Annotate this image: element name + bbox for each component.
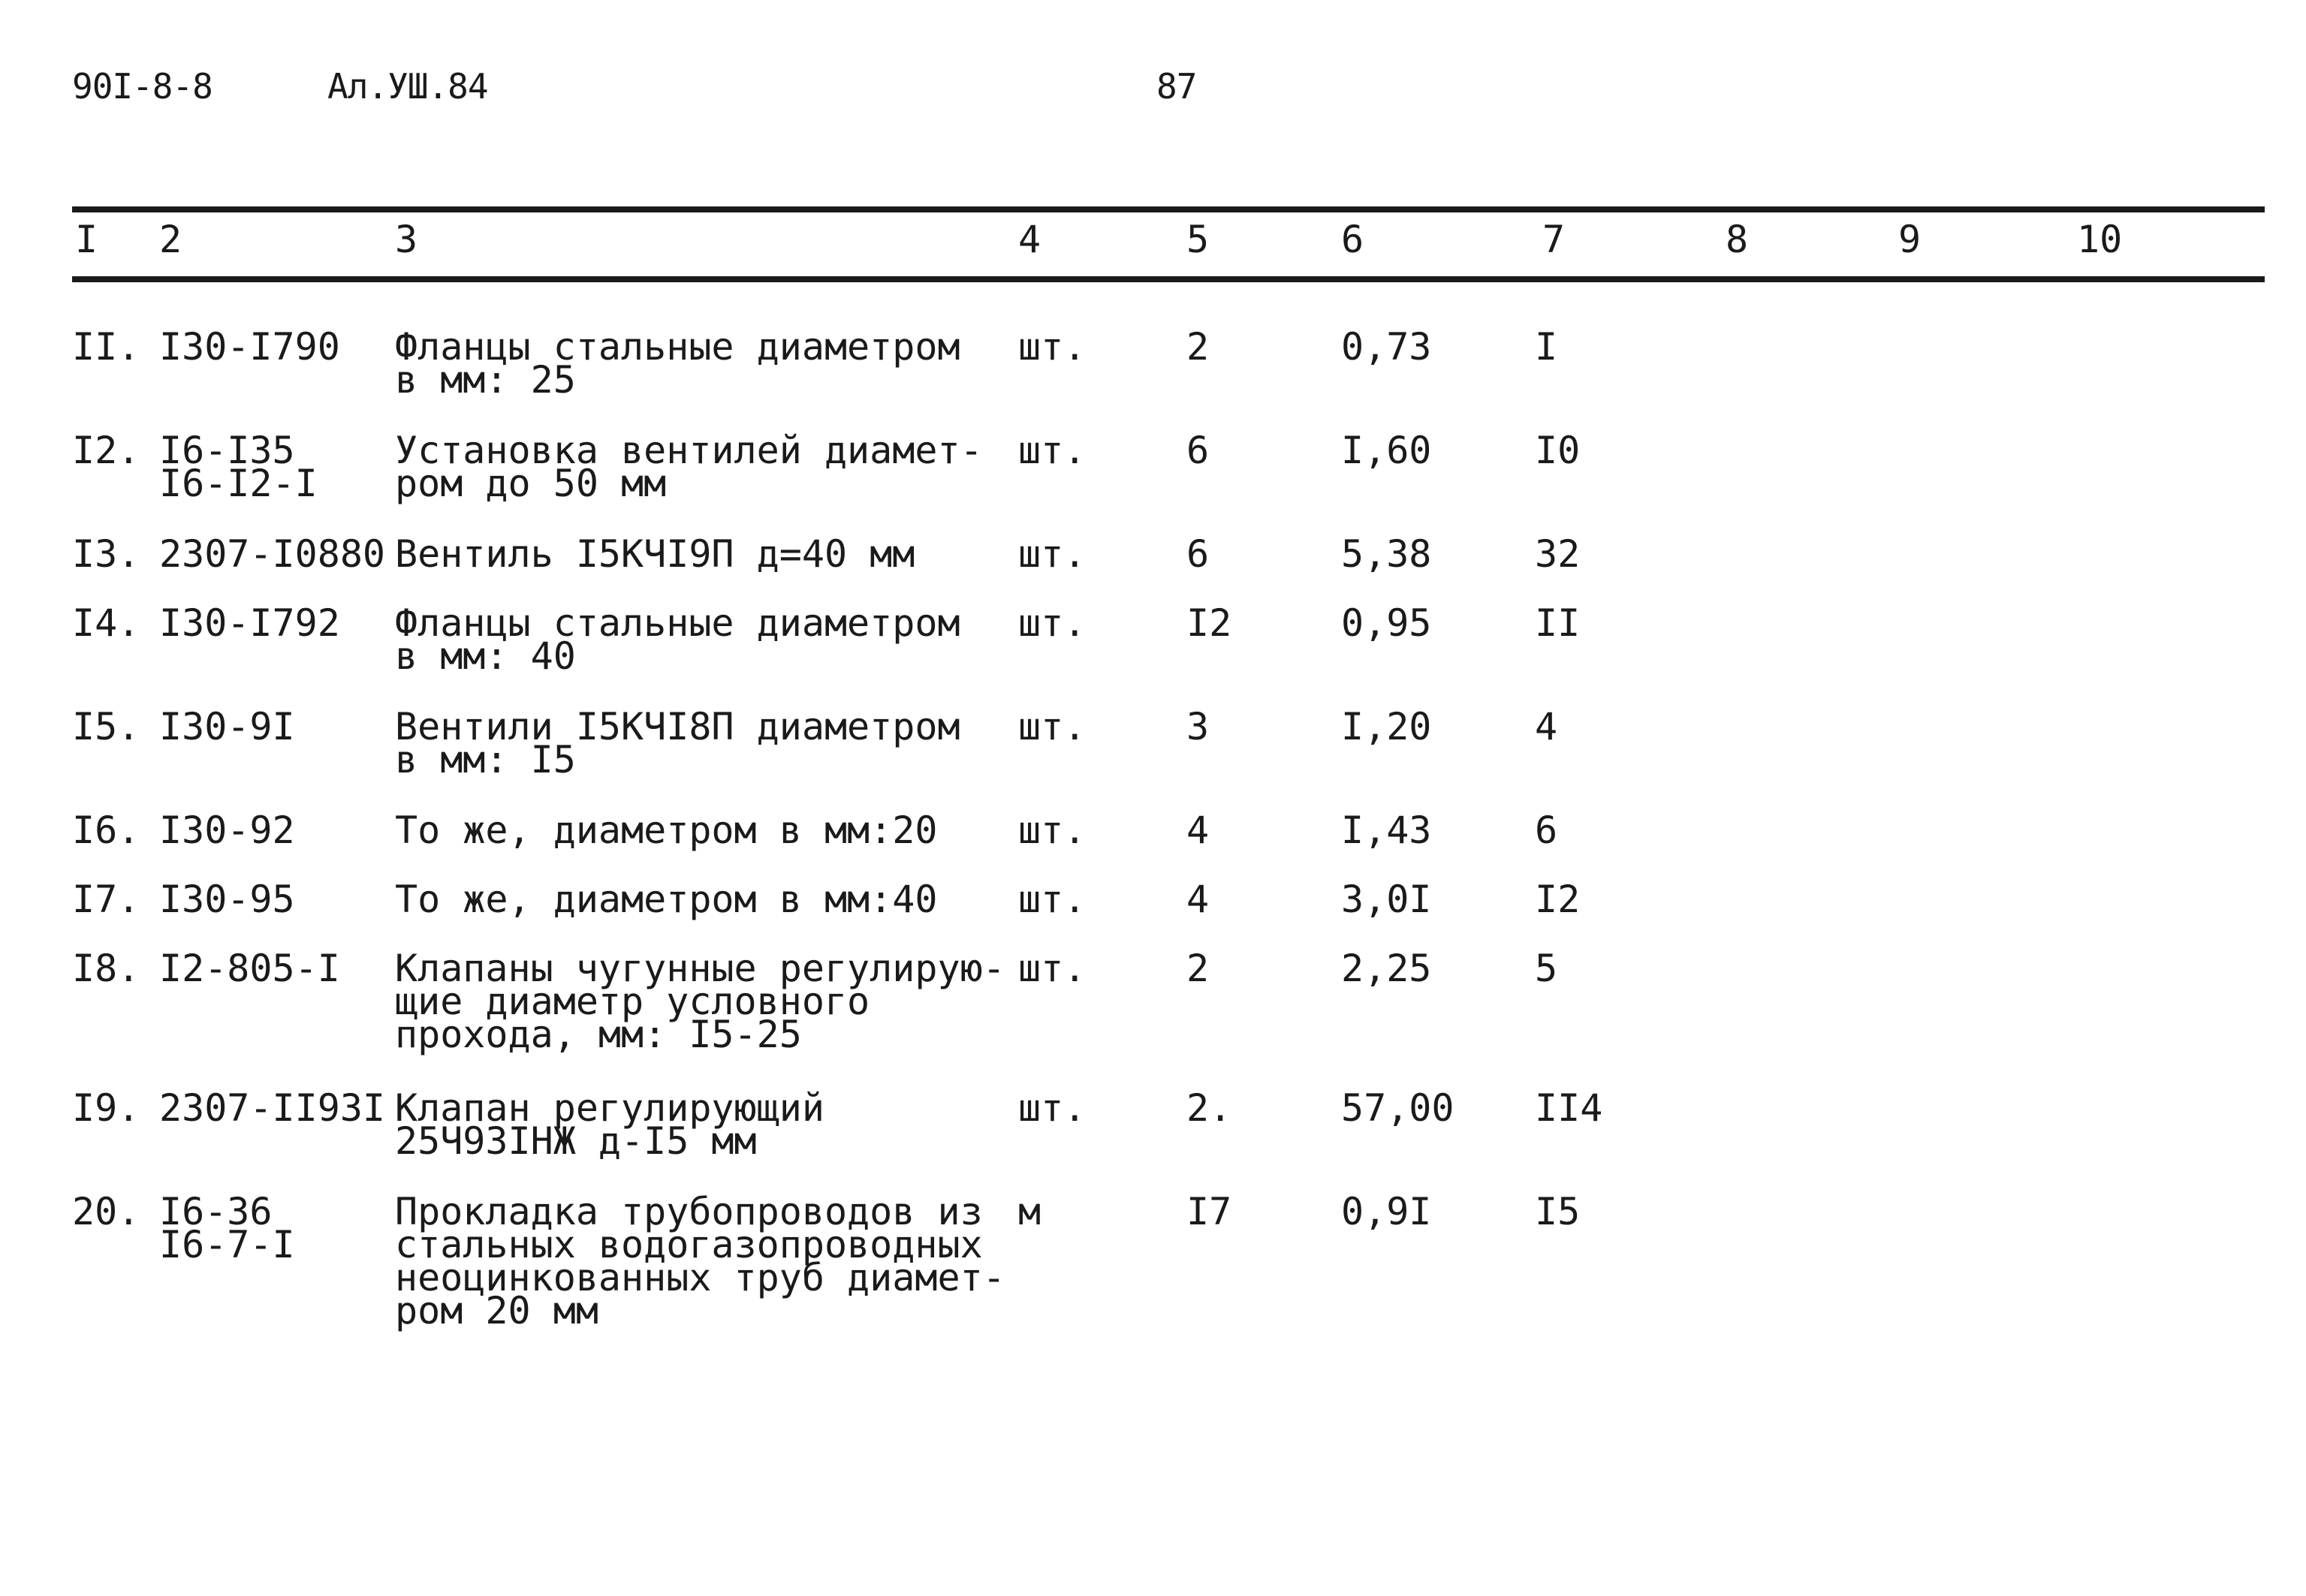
quantity: 4: [1186, 878, 1210, 921]
item-description: [395, 705, 960, 781]
column-header-7: 7: [1542, 218, 1566, 261]
norm-code: I30-I792: [159, 601, 340, 645]
total-cost: 32: [1535, 532, 1581, 576]
unit-price: I,43: [1341, 809, 1432, 852]
quantity: 4: [1186, 809, 1210, 852]
table-top-rule: [72, 206, 2265, 212]
total-cost: II: [1535, 601, 1581, 645]
row-number: II.: [72, 325, 140, 369]
item-description: [395, 1086, 824, 1163]
item-description: [395, 878, 938, 921]
description-line: в мм: 40: [395, 634, 576, 678]
column-header-3: 3: [395, 218, 418, 261]
total-cost: I0: [1535, 429, 1581, 472]
total-cost: I: [1535, 325, 1558, 369]
norm-code: I6-36 I6-7-I: [159, 1190, 295, 1266]
norm-code: I30-92: [159, 809, 295, 852]
row-number: I4.: [72, 601, 140, 645]
norm-code: I6-I35 I6-I2-I: [159, 429, 318, 505]
row-number: 20.: [72, 1190, 140, 1233]
column-header-4: 4: [1018, 218, 1041, 261]
total-cost: 4: [1535, 705, 1558, 748]
description-line: Клапан регулирующий: [395, 1086, 824, 1130]
total-cost: I5: [1535, 1190, 1581, 1233]
row-number: I3.: [72, 532, 140, 576]
description-line: прохода, мм: I5-25: [395, 1013, 802, 1056]
row-number: I8.: [72, 947, 140, 990]
unit-price: I,60: [1341, 429, 1432, 472]
description-line: Прокладка трубопроводов из: [395, 1190, 983, 1233]
description-line: стальных водогазопроводных: [395, 1223, 983, 1266]
description-line: щие диаметр условного: [395, 980, 870, 1023]
norm-code: I30-95: [159, 878, 295, 921]
quantity: 6: [1186, 429, 1210, 472]
description-line: в мм: 25: [395, 358, 576, 402]
item-description: [395, 1190, 1005, 1333]
column-header-6: 6: [1341, 218, 1364, 261]
item-description: [395, 809, 938, 852]
column-header-1: I: [75, 218, 98, 261]
item-description: [395, 325, 960, 402]
item-description: [395, 532, 915, 576]
quantity: 2.: [1186, 1086, 1232, 1130]
description-line: 25Ч93IНЖ д-I5 мм: [395, 1119, 757, 1163]
item-description: [395, 947, 1005, 1056]
total-cost: 5: [1535, 947, 1558, 990]
unit: шт.: [1018, 705, 1087, 748]
description-line: Вентиль I5КЧI9П д=40 мм: [395, 532, 915, 576]
row-number: I9.: [72, 1086, 140, 1130]
unit-price: I,20: [1341, 705, 1432, 748]
column-header-10: 10: [2077, 218, 2123, 261]
column-header-2: 2: [159, 218, 182, 261]
unit-price: 5,38: [1341, 532, 1432, 576]
norm-code: I30-9I: [159, 705, 295, 748]
quantity: 3: [1186, 705, 1210, 748]
total-cost: 6: [1535, 809, 1558, 852]
table-header-rule: [72, 276, 2265, 282]
unit: шт.: [1018, 601, 1087, 645]
item-description: [395, 601, 960, 678]
unit-price: 0,95: [1341, 601, 1432, 645]
album-reference: Ал.УШ.84: [327, 66, 488, 107]
unit: шт.: [1018, 809, 1087, 852]
quantity: I7: [1186, 1190, 1232, 1233]
norm-code: I2-805-I: [159, 947, 340, 990]
row-number: I5.: [72, 705, 140, 748]
total-cost: I2: [1535, 878, 1581, 921]
unit: шт.: [1018, 429, 1087, 472]
unit: шт.: [1018, 947, 1087, 990]
unit-price: 2,25: [1341, 947, 1432, 990]
description-line: Фланцы стальные диаметром: [395, 601, 960, 645]
quantity: 2: [1186, 325, 1210, 369]
row-number: I7.: [72, 878, 140, 921]
description-line: в мм: I5: [395, 738, 576, 781]
norm-code: 2307-II93I: [159, 1086, 386, 1130]
column-header-5: 5: [1186, 218, 1210, 261]
column-header-8: 8: [1726, 218, 1749, 261]
description-line: Вентили I5КЧI8П диаметром: [395, 705, 960, 748]
quantity: 2: [1186, 947, 1210, 990]
norm-code: 2307-I0880: [159, 532, 386, 576]
item-description: [395, 429, 983, 505]
description-line: Фланцы стальные диаметром: [395, 325, 960, 369]
description-line: Установка вентилей диамет-: [395, 429, 983, 472]
unit-price: 0,73: [1341, 325, 1432, 369]
description-line: неоцинкованных труб диамет-: [395, 1256, 1005, 1299]
unit-price: 3,0I: [1341, 878, 1432, 921]
quantity: 6: [1186, 532, 1210, 576]
unit: шт.: [1018, 878, 1087, 921]
quantity: I2: [1186, 601, 1232, 645]
description-line: То же, диаметром в мм:40: [395, 878, 938, 921]
unit-price: 0,9I: [1341, 1190, 1432, 1233]
description-line: Клапаны чугунные регулирую-: [395, 947, 1005, 990]
norm-code: I30-I790: [159, 325, 340, 369]
total-cost: II4: [1535, 1086, 1603, 1130]
unit-price: 57,00: [1341, 1086, 1454, 1130]
row-number: I2.: [72, 429, 140, 472]
row-number: I6.: [72, 809, 140, 852]
unit: м: [1018, 1190, 1041, 1233]
document-code: 90I-8-8: [72, 66, 213, 107]
description-line: ром 20 мм: [395, 1289, 598, 1333]
unit: шт.: [1018, 1086, 1087, 1130]
description-line: То же, диаметром в мм:20: [395, 809, 938, 852]
page-number: 87: [1156, 66, 1197, 107]
column-header-9: 9: [1898, 218, 1922, 261]
description-line: ром до 50 мм: [395, 462, 667, 505]
unit: шт.: [1018, 532, 1087, 576]
unit: шт.: [1018, 325, 1087, 369]
